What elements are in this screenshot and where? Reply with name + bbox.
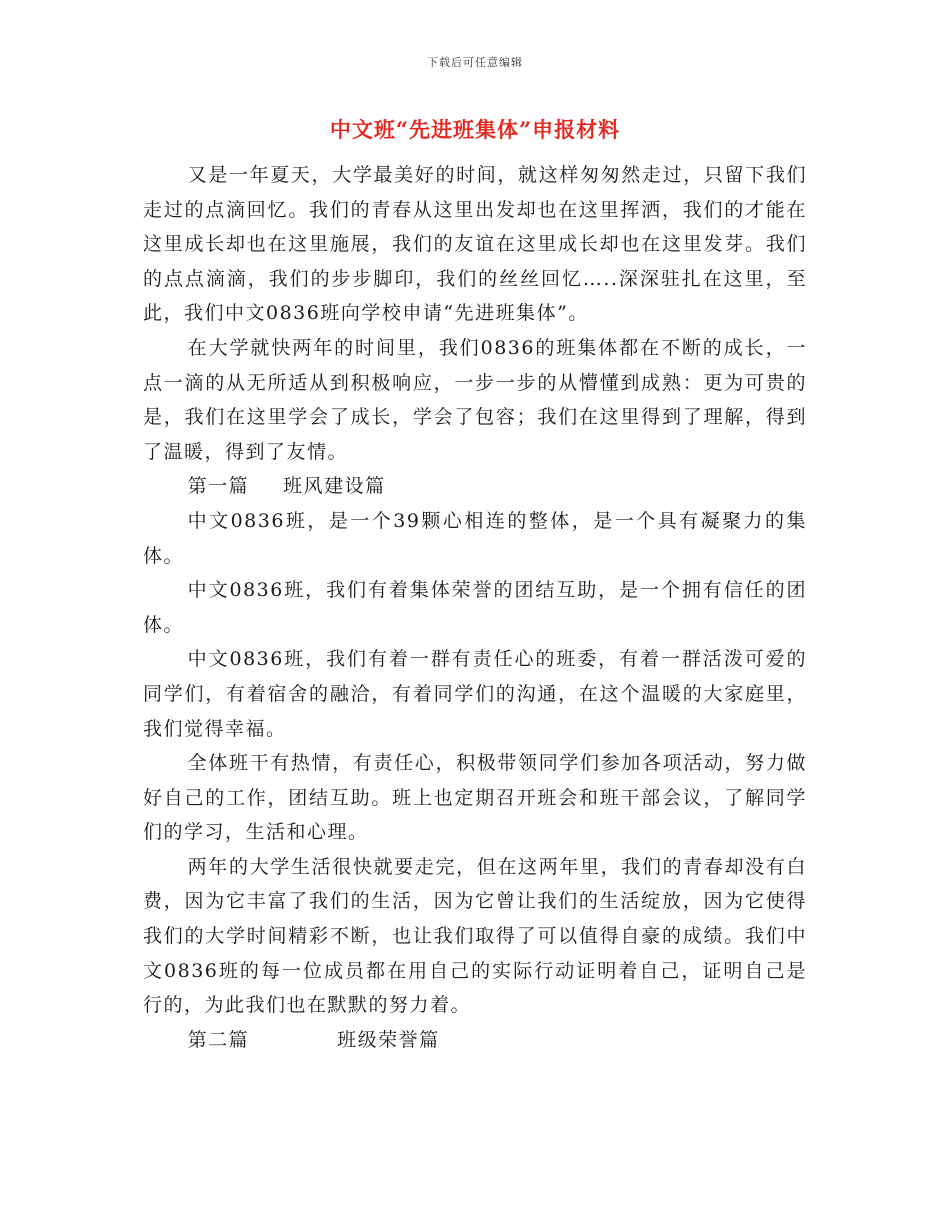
paragraph-committee: 中文0836班，我们有着一群有责任心的班委，有着一群活泼可爱的同学们，有着宿舍的融洽，有着同学们的沟通，在这个温暖的大家庭里，我们觉得幸福。	[143, 648, 807, 740]
paragraph-growth: 在大学就快两年的时间里，我们0836的班集体都在不断的成长，一点一滴的从无所适从到积极响应，一步一步的从懵懂到成熟：更为可贵的是，我们在这里学会了成长，学会了包容；我们在这里得到了理解，得到了温暖，得到了友情。	[143, 336, 807, 463]
section-heading-2	[143, 1023, 807, 1058]
paragraph-two-years: 两年的大学生活很快就要走完，但在这两年里，我们的青春却没有白费，因为它丰富了我们的生活，因为它曾让我们的生活绽放，因为它使得我们的大学时间精彩不断，也让我们取得了可以值得自豪的成绩。我们中文0836班的每一位成员都在用自己的实际行动证明着自己，证明自己是行的，为此我们也在默默的努力着。	[143, 855, 807, 1017]
paragraph-honor: 中文0836班，我们有着集体荣誉的团结互助，是一个拥有信任的团体。	[143, 579, 807, 636]
paragraph-unity: 中文0836班，是一个39颗心相连的整体，是一个具有凝聚力的集体。	[143, 509, 807, 567]
section-name-1: 班风建设篇	[283, 475, 386, 498]
section-number-2: 第二篇	[187, 1028, 250, 1051]
document-body	[143, 158, 807, 1057]
section-heading-1	[143, 469, 807, 504]
paragraph-cadres: 全体班干有热情，有责任心，积极带领同学们参加各项活动，努力做好自己的工作，团结互助。班上也定期召开班会和班干部会议，了解同学们的学习，生活和心理。	[143, 752, 807, 844]
paragraph-intro: 又是一年夏天，大学最美好的时间，就这样匆匆然走过，只留下我们走过的点滴回忆。我们的青春从这里出发却也在这里挥洒，我们的才能在这里成长却也在这里施展，我们的友谊在这里成长却也在这里发芽。我们的点点滴滴，我们的步步脚印，我们的丝丝回忆…..深深驻扎在这里，至此，我们中文0836班向学校申请“先进班集体”。	[143, 164, 807, 325]
section-number-1: 第一篇	[187, 475, 250, 498]
section-name-2: 班级荣誉篇	[337, 1028, 440, 1051]
header-note: 下载后可任意编辑	[427, 56, 523, 69]
document-title: 中文班“先进班集体”申报材料	[329, 117, 621, 142]
